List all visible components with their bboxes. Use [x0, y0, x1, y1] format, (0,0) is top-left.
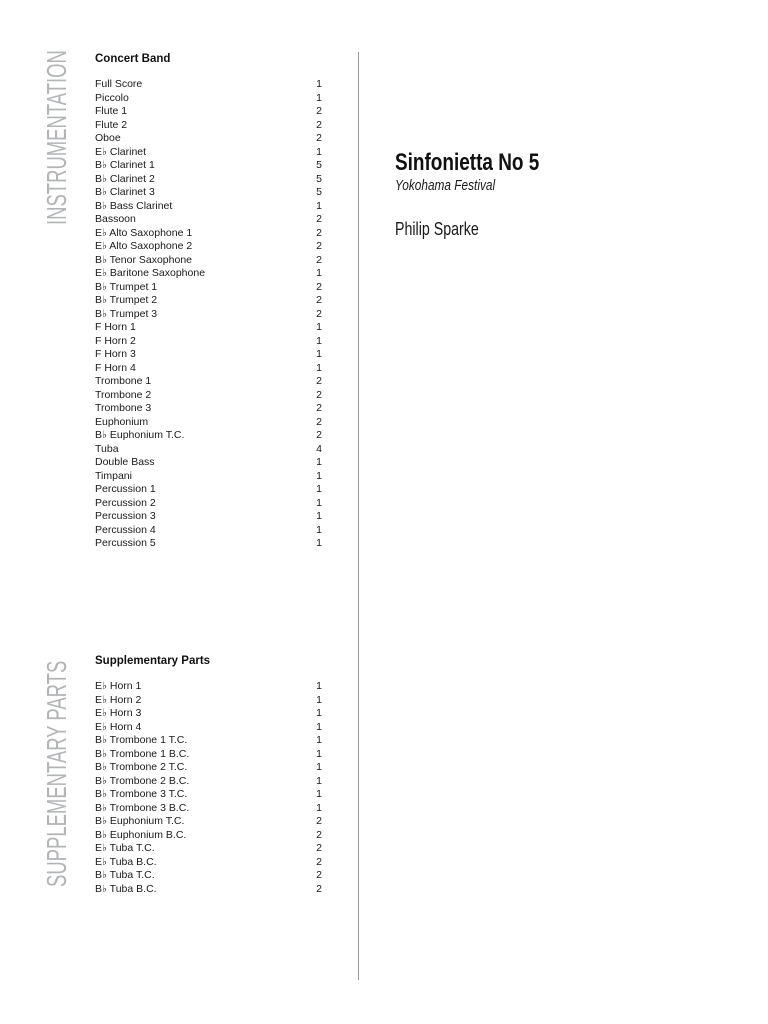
list-item	[95, 470, 322, 484]
instrument-name: Percussion 2	[95, 496, 156, 509]
instrument-quantity: 2	[316, 828, 322, 841]
instrument-quantity: 5	[316, 159, 322, 171]
list-item	[95, 883, 322, 897]
instrument-name: E♭ Horn 2	[95, 693, 142, 706]
instrument-name: Tuba	[95, 442, 119, 455]
instrument-quantity: 1	[316, 693, 322, 706]
instrument-quantity: 2	[316, 375, 322, 387]
instrument-name: B♭ Trombone 2 T.C.	[95, 761, 188, 773]
supplementary-vertical-label: SUPPLEMENTARY PARTS	[41, 660, 72, 887]
list-item	[95, 748, 322, 762]
instrument-name: B♭ Trombone 1 T.C.	[95, 734, 188, 746]
concert-band-list	[95, 78, 322, 551]
list-item	[95, 510, 322, 524]
instrument-name: Percussion 4	[95, 523, 156, 536]
list-item	[95, 186, 322, 200]
instrument-quantity: 2	[316, 815, 322, 827]
instrument-name: B♭ Tuba B.C.	[95, 882, 157, 895]
composer-name-text: Philip Sparke	[395, 219, 479, 239]
instrument-name: B♭ Bass Clarinet	[95, 199, 173, 212]
list-item	[95, 173, 322, 187]
list-item	[95, 524, 322, 538]
instrument-quantity: 2	[316, 402, 322, 414]
instrument-name: B♭ Trumpet 1	[95, 280, 158, 293]
instrument-name: Percussion 5	[95, 537, 156, 549]
instrument-name: Percussion 1	[95, 483, 156, 495]
instrument-quantity: 2	[316, 226, 322, 239]
list-item	[95, 92, 322, 106]
instrument-name: Double Bass	[95, 456, 155, 468]
list-item	[95, 829, 322, 843]
list-item	[95, 348, 322, 362]
instrument-name: B♭ Clarinet 3	[95, 186, 155, 198]
vertical-divider	[358, 52, 359, 980]
instrument-name: F Horn 1	[95, 321, 136, 333]
list-item	[95, 267, 322, 281]
instrument-quantity: 1	[316, 788, 322, 800]
instrument-quantity: 1	[316, 78, 322, 90]
list-item	[95, 775, 322, 789]
list-item	[95, 842, 322, 856]
list-item	[95, 802, 322, 816]
instrument-name: E♭ Tuba B.C.	[95, 855, 157, 868]
list-item	[95, 119, 322, 133]
instrument-quantity: 1	[316, 321, 322, 333]
instrument-name: E♭ Alto Saxophone 2	[95, 240, 193, 252]
instrument-name: Piccolo	[95, 91, 129, 104]
instrument-quantity: 2	[316, 294, 322, 306]
section-heading-supplementary-parts: Supplementary Parts	[95, 655, 211, 667]
instrument-quantity: 2	[316, 429, 322, 441]
instrument-name: Bassoon	[95, 213, 136, 225]
list-item	[95, 456, 322, 470]
supplementary-parts-list	[95, 680, 322, 896]
instrument-quantity: 1	[316, 734, 322, 746]
instrument-name: B♭ Clarinet 1	[95, 159, 155, 171]
list-item	[95, 321, 322, 335]
instrument-quantity: 1	[316, 456, 322, 468]
instrument-quantity: 1	[316, 707, 322, 719]
instrument-name: B♭ Tenor Saxophone	[95, 253, 192, 266]
composer-name	[395, 218, 501, 240]
instrument-name: Trombone 3	[95, 402, 152, 414]
list-item	[95, 483, 322, 497]
instrument-quantity: 2	[316, 253, 322, 266]
instrument-quantity: 1	[316, 801, 322, 814]
list-item	[95, 132, 322, 146]
list-item	[95, 159, 322, 173]
instrument-name: B♭ Euphonium T.C.	[95, 815, 185, 827]
list-item	[95, 815, 322, 829]
instrument-quantity: 1	[316, 361, 322, 374]
list-item	[95, 497, 322, 511]
list-item	[95, 734, 322, 748]
list-item	[95, 707, 322, 721]
instrument-name: B♭ Trombone 1 B.C.	[95, 747, 190, 760]
list-item	[95, 788, 322, 802]
list-item	[95, 335, 322, 349]
instrument-name: E♭ Baritone Saxophone	[95, 267, 206, 279]
instrument-quantity: 1	[316, 199, 322, 212]
list-item	[95, 294, 322, 308]
instrument-quantity: 2	[316, 105, 322, 117]
instrument-quantity: 1	[316, 334, 322, 347]
instrument-quantity: 5	[316, 186, 322, 198]
instrument-quantity: 2	[316, 118, 322, 131]
instrument-name: Oboe	[95, 132, 121, 144]
instrument-quantity: 1	[316, 537, 322, 549]
list-item	[95, 375, 322, 389]
instrument-quantity: 1	[316, 145, 322, 158]
instrument-name: E♭ Tuba T.C.	[95, 842, 155, 854]
instrument-name: E♭ Horn 1	[95, 680, 142, 692]
instrument-name: B♭ Euphonium B.C.	[95, 828, 187, 841]
instrument-name: B♭ Euphonium T.C.	[95, 429, 185, 441]
list-item	[95, 254, 322, 268]
instrument-name: F Horn 3	[95, 348, 136, 360]
list-item	[95, 680, 322, 694]
instrument-name: B♭ Trumpet 3	[95, 307, 158, 320]
instrument-name: Flute 1	[95, 105, 128, 117]
instrument-quantity: 1	[316, 720, 322, 733]
instrument-quantity: 2	[316, 855, 322, 868]
instrument-quantity: 2	[316, 280, 322, 293]
list-item	[95, 308, 322, 322]
list-item	[95, 362, 322, 376]
instrument-name: Euphonium	[95, 415, 149, 428]
list-item	[95, 227, 322, 241]
instrument-name: Percussion 3	[95, 510, 156, 522]
instrument-quantity: 2	[316, 869, 322, 881]
list-item	[95, 78, 322, 92]
instrument-quantity: 2	[316, 415, 322, 428]
instrument-name: B♭ Trumpet 2	[95, 294, 158, 306]
instrument-name: Trombone 1	[95, 375, 152, 387]
instrument-name: E♭ Alto Saxophone 1	[95, 226, 193, 239]
instrument-quantity: 1	[316, 510, 322, 522]
instrument-name: F Horn 4	[95, 361, 136, 374]
instrument-name: B♭ Clarinet 2	[95, 172, 155, 185]
instrument-name: B♭ Tuba T.C.	[95, 869, 155, 881]
instrument-quantity: 2	[316, 213, 322, 225]
instrument-name: E♭ Horn 4	[95, 720, 142, 733]
list-item	[95, 402, 322, 416]
list-item	[95, 200, 322, 214]
list-item	[95, 694, 322, 708]
work-subtitle	[395, 177, 522, 195]
list-item	[95, 105, 322, 119]
instrument-quantity: 2	[316, 132, 322, 144]
list-item	[95, 761, 322, 775]
instrument-quantity: 5	[316, 172, 322, 185]
instrument-quantity: 1	[316, 747, 322, 760]
instrument-quantity: 1	[316, 774, 322, 787]
instrument-quantity: 2	[316, 842, 322, 854]
instrumentation-vertical-label: INSTRUMENTATION	[41, 50, 72, 225]
list-item	[95, 240, 322, 254]
list-item	[95, 537, 322, 551]
list-item	[95, 281, 322, 295]
list-item	[95, 416, 322, 430]
instrument-quantity: 1	[316, 483, 322, 495]
instrument-name: Timpani	[95, 469, 132, 482]
instrument-quantity: 2	[316, 882, 322, 895]
instrument-quantity: 1	[316, 680, 322, 692]
work-subtitle-text: Yokohama Festival	[395, 177, 496, 194]
instrument-name: F Horn 2	[95, 334, 136, 347]
instrument-name: B♭ Trombone 2 B.C.	[95, 774, 190, 787]
instrument-quantity: 2	[316, 388, 322, 401]
instrument-name: B♭ Trombone 3 T.C.	[95, 788, 188, 800]
instrument-quantity: 1	[316, 348, 322, 360]
list-item	[95, 389, 322, 403]
instrument-quantity: 2	[316, 240, 322, 252]
instrument-quantity: 1	[316, 523, 322, 536]
list-item	[95, 146, 322, 160]
instrument-name: Full Score	[95, 78, 143, 90]
list-item	[95, 443, 322, 457]
instrument-quantity: 1	[316, 267, 322, 279]
list-item	[95, 429, 322, 443]
instrument-quantity: 1	[316, 469, 322, 482]
section-heading-concert-band: Concert Band	[95, 53, 171, 65]
list-item	[95, 869, 322, 883]
instrument-name: Trombone 2	[95, 388, 152, 401]
instrument-name: B♭ Trombone 3 B.C.	[95, 801, 190, 814]
instrument-quantity: 1	[316, 496, 322, 509]
instrument-quantity: 1	[316, 761, 322, 773]
instrument-name: E♭ Clarinet	[95, 145, 147, 158]
instrument-name: E♭ Horn 3	[95, 707, 142, 719]
list-item	[95, 721, 322, 735]
list-item	[95, 213, 322, 227]
instrument-quantity: 2	[316, 307, 322, 320]
work-title-text: Sinfonietta No 5	[395, 149, 540, 176]
instrument-quantity: 1	[316, 91, 322, 104]
instrument-quantity: 4	[316, 442, 322, 455]
instrument-name: Flute 2	[95, 118, 128, 131]
work-title	[395, 149, 578, 177]
list-item	[95, 856, 322, 870]
